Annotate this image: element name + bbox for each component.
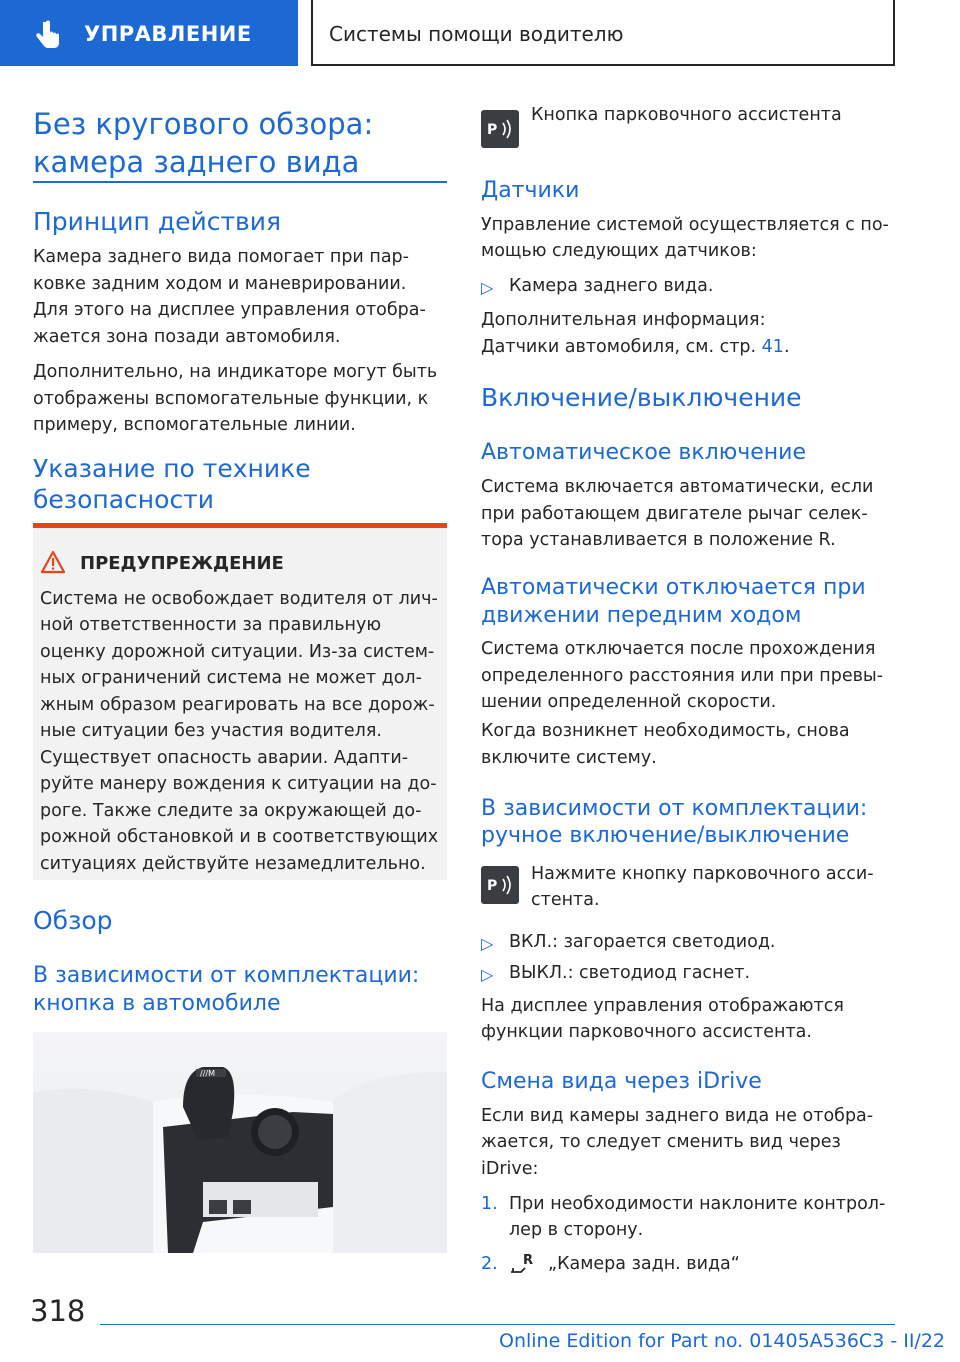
manual-heading-line2: ручное включение/выключение bbox=[481, 823, 850, 848]
button-caption: Кнопка парковочного ассистента bbox=[531, 105, 842, 125]
auto-off-line: Система отключается после прохождения bbox=[481, 639, 876, 659]
bullet-marker: ▷ bbox=[481, 278, 494, 297]
auto-on-heading: Автоматическое включение bbox=[481, 440, 806, 465]
auto-on-line: при работающем двигателе рычаг селек- bbox=[481, 504, 868, 524]
warning-line: ситуациях действуйте незамедлительно. bbox=[40, 854, 426, 874]
auto-off-line: определенного расстояния или при превы- bbox=[481, 666, 884, 686]
safety-heading-line1: Указание по технике bbox=[33, 454, 311, 483]
display-line: функции парковочного ассистента. bbox=[481, 1022, 812, 1042]
chapter-label: Системы помощи водителю bbox=[329, 22, 624, 46]
sensors-heading: Датчики bbox=[481, 178, 580, 203]
principle-line: Для этого на дисплее управления отобра- bbox=[33, 300, 426, 320]
warning-line: Существует опасность аварии. Адапти- bbox=[40, 748, 409, 768]
press-line: стента. bbox=[531, 890, 600, 910]
step-number: 2. bbox=[481, 1254, 498, 1274]
auto-off-heading-line2: движении передним ходом bbox=[481, 603, 802, 628]
principle-heading: Принцип действия bbox=[33, 207, 282, 236]
idrive-line: Если вид камеры заднего вида не отобра- bbox=[481, 1106, 874, 1126]
sensors-item: Камера заднего вида. bbox=[509, 276, 714, 296]
sensors-line: мощью следующих датчиков: bbox=[481, 241, 757, 261]
off-item: ВЫКЛ.: светодиод гаснет. bbox=[509, 963, 751, 983]
additional-line: Дополнительно, на индикаторе могут быть bbox=[33, 362, 438, 382]
center-console-illustration bbox=[33, 1032, 447, 1253]
principle-line: жается зона позади автомобиля. bbox=[33, 327, 341, 347]
step2-text: „Камера задн. вида“ bbox=[548, 1254, 740, 1274]
display-line: На дисплее управления отображаются bbox=[481, 996, 844, 1016]
press-line: Нажмите кнопку парковочного асси- bbox=[531, 864, 874, 884]
warning-line: жным образом реагировать на все дорож- bbox=[40, 695, 435, 715]
page-title-line1: Без кругового обзора: bbox=[33, 107, 374, 141]
section-label: УПРАВЛЕНИЕ bbox=[84, 22, 252, 46]
step1-line: При необходимости наклоните контрол- bbox=[509, 1194, 886, 1214]
sensors-reference: Датчики автомобиля, см. стр. 41. bbox=[481, 337, 790, 357]
hand-pointer-icon bbox=[30, 18, 64, 52]
additional-line: примеру, вспомогательные линии. bbox=[33, 415, 356, 435]
warning-line: Система не освобождает водителя от лич- bbox=[40, 589, 438, 609]
console-drawing bbox=[33, 1032, 447, 1253]
warning-line: ные ситуации без участия водителя. bbox=[40, 721, 382, 741]
reenable-line: включите систему. bbox=[481, 748, 657, 768]
parking-assistant-button-icon bbox=[481, 110, 519, 148]
chapter-box bbox=[311, 0, 895, 66]
variant-heading-line2: кнопка в автомобиле bbox=[33, 991, 281, 1016]
principle-line: Камера заднего вида помогает при пар- bbox=[33, 247, 409, 267]
more-info-label: Дополнительная информация: bbox=[481, 310, 766, 330]
step-number: 1. bbox=[481, 1194, 498, 1214]
svg-text:P: P bbox=[487, 122, 498, 138]
manual-heading-line1: В зависимости от комплектации: bbox=[481, 796, 868, 821]
idrive-line: iDrive: bbox=[481, 1159, 539, 1179]
on-item: ВКЛ.: загорается светодиод. bbox=[509, 932, 776, 952]
auto-on-line: тора устанавливается в положение R. bbox=[481, 530, 836, 550]
auto-off-heading-line1: Автоматически отключается при bbox=[481, 575, 866, 600]
warning-line: рожной обстановкой и в соответствующих bbox=[40, 827, 439, 847]
safety-heading-line2: безопасности bbox=[33, 485, 214, 514]
step1-line: лер в сторону. bbox=[509, 1220, 644, 1240]
warning-title: ПРЕДУПРЕЖДЕНИЕ bbox=[80, 553, 284, 574]
idrive-heading: Смена вида через iDrive bbox=[481, 1069, 762, 1094]
page-title-line2: камера заднего вида bbox=[33, 145, 360, 179]
section-tab[interactable] bbox=[0, 0, 298, 66]
warning-line: оценку дорожной ситуации. Из-за систем- bbox=[40, 642, 435, 662]
bullet-marker: ▷ bbox=[481, 934, 494, 953]
principle-line: ковке задним ходом и маневрировании. bbox=[33, 274, 407, 294]
title-divider bbox=[33, 181, 447, 183]
auto-on-line: Система включается автоматически, если bbox=[481, 477, 874, 497]
overview-heading: Обзор bbox=[33, 906, 113, 935]
parking-assistant-button-icon bbox=[481, 866, 519, 904]
sensors-line: Управление системой осуществляется с по- bbox=[481, 215, 889, 235]
warning-triangle-icon bbox=[40, 550, 66, 574]
warning-line: роге. Также следите за окружающей до- bbox=[40, 801, 422, 821]
svg-text:///M: ///M bbox=[200, 1069, 215, 1078]
bullet-marker: ▷ bbox=[481, 965, 494, 984]
warning-line: ной ответственности за правильную bbox=[40, 615, 382, 635]
additional-line: отображены вспомогательные функции, к bbox=[33, 389, 429, 409]
onoff-heading: Включение/выключение bbox=[481, 383, 802, 412]
idrive-line: жается, то следует сменить вид через bbox=[481, 1132, 841, 1152]
page-number: 318 bbox=[30, 1294, 86, 1328]
sensors-ref-page-link[interactable]: 41 bbox=[761, 337, 784, 357]
sensors-ref-text: Датчики автомобиля, см. стр. bbox=[481, 337, 762, 357]
reenable-line: Когда возникнет необходимость, снова bbox=[481, 721, 850, 741]
rear-camera-icon bbox=[509, 1250, 539, 1276]
warning-line: руйте манеру вождения к ситуации на до- bbox=[40, 774, 437, 794]
svg-text:R: R bbox=[523, 1253, 534, 1268]
footer-divider bbox=[100, 1324, 895, 1325]
edition-footer: Online Edition for Part no. 01405A536C3 - II/22 bbox=[499, 1330, 946, 1352]
warning-line: ных ограничений система не может дол- bbox=[40, 668, 422, 688]
variant-heading-line1: В зависимости от комплектации: bbox=[33, 963, 420, 988]
svg-text:P: P bbox=[487, 878, 498, 894]
auto-off-line: шении определенной скорости. bbox=[481, 692, 777, 712]
